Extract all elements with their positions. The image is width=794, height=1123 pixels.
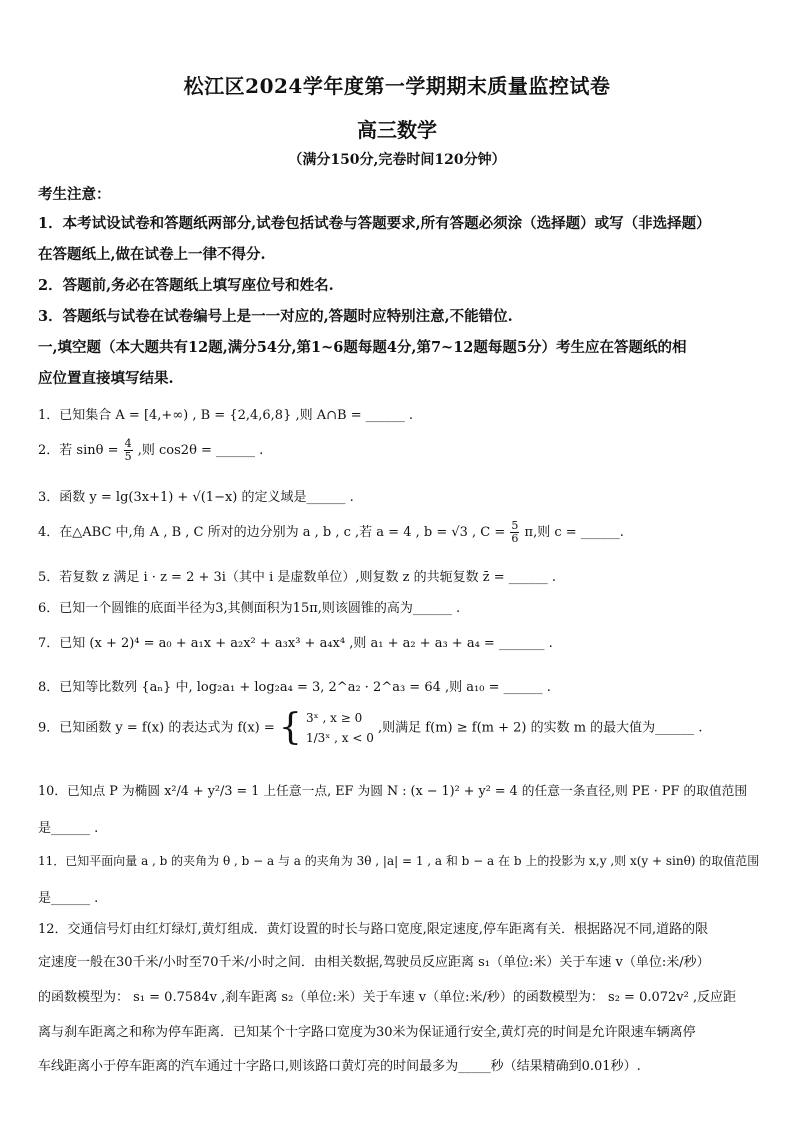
notice-heading: 考生注意： <box>38 186 111 203</box>
notice-item-2: 2．答题前,务必在答题纸上填写座位号和姓名. <box>38 277 334 294</box>
question-12-line4: 离与刹车距离之和称为停车距离．已知某个十字路口宽度为30米为保证通行安全,黄灯亮的时间是允许限速车辆离停 <box>38 1025 696 1040</box>
question-12-line2: 定速度一般在30千米/小时至70千米/小时之间．由相关数据,驾驶员反应距离 s₁（单位:米）关于车速 v（单位:米/秒） <box>38 955 710 970</box>
question-12-line1: 12．交通信号灯由红灯绿灯,黄灯组成．黄灯设置的时长与路口宽度,限定速度,停车距离有关．根据路况不同,道路的限 <box>38 922 709 937</box>
exam-score-time: （满分150分,完卷时间120分钟） <box>288 152 506 168</box>
question-11-line1: 11．已知平面向量 a , b 的夹角为 θ , b − a 与 a 的夹角为 3θ , |a| = 1 , a 和 b − a 在 b 上的投影为 x,y ,则 x(y + sinθ) 的取值范围 <box>38 854 760 868</box>
question-8: 8．已知等比数列 {aₙ} 中, log₂a₁ + log₂a₄ = 3, 2^a₂ · 2^a₃ = 64 ,则 a₁₀ = ______ . <box>38 680 551 695</box>
question-4-numerator: 5 <box>511 519 519 532</box>
question-9-case-2: 1/3ˣ , x < 0 <box>305 731 374 745</box>
question-4-denominator: 6 <box>511 532 519 545</box>
question-2-denominator: 5 <box>124 450 132 463</box>
question-2-numerator: 4 <box>124 437 132 450</box>
question-6: 6．已知一个圆锥的底面半径为3,其侧面积为15π,则该圆锥的高为______ . <box>38 601 461 616</box>
question-9-text-post: ,则满足 f(m) ≥ f(m + 2) 的实数 m 的最大值为______ . <box>378 720 703 736</box>
notice-item-1-line1: 1．本考试设试卷和答题纸两部分,试卷包括试卷与答题要求,所有答题必须涂（选择题）或写（非选择题） <box>38 215 711 232</box>
notice-item-3: 3．答题纸与试卷在试卷编号上是一一对应的,答题时应特别注意,不能错位. <box>38 308 513 325</box>
exam-subject: 高三数学 <box>357 118 437 142</box>
question-4-text-post: π,则 c = ______. <box>524 525 624 540</box>
question-4 <box>38 520 760 545</box>
question-4-fraction <box>510 520 519 545</box>
question-4-text-pre: 4．在△ABC 中,角 A , B , C 所对的边分别为 a , b , c ,若 a = 4 , b = √3 , C = <box>38 525 506 540</box>
section-1-instructions-line1: 一,填空题（本大题共有12题,满分54分,第1~6题每题4分,第7~12题每题5分）考生应在答题纸的相 <box>38 339 687 356</box>
question-9-text-pre: 9．已知函数 y = f(x) 的表达式为 f(x) = <box>38 720 275 736</box>
section-1-instructions-line2: 应位置直接填写结果. <box>38 370 174 387</box>
question-2 <box>38 438 760 463</box>
question-7: 7．已知 (x + 2)⁴ = a₀ + a₁x + a₂x² + a₃x³ + a₄x⁴ ,则 a₁ + a₂ + a₃ + a₄ = _______ . <box>38 636 553 651</box>
question-3: 3．函数 y = lg(3x+1) + √(1−x) 的定义域是______ . <box>38 490 354 505</box>
question-12-line3: 的函数模型为： s₁ = 0.7584v ,刹车距离 s₂（单位:米）关于车速 v（单位:米/秒）的函数模型为： s₂ = 0.072v² ,反应距 <box>38 990 737 1005</box>
question-10-line1: 10．已知点 P 为椭圆 x²/4 + y²/3 = 1 上任意一点, EF 为圆 N : (x − 1)² + y² = 4 的任意一条直径,则 PE · PF 的取值范围 <box>38 784 748 799</box>
question-1: 1．已知集合 A = [4,+∞) , B = {2,4,6,8} ,则 A∩B = ______ . <box>38 408 414 423</box>
question-12-line5: 车线距离小于停车距离的汽车通过十字路口,则该路口黄灯亮的时间最多为_____秒（结果精确到0.01秒）. <box>38 1059 641 1074</box>
question-2-fraction <box>124 438 133 463</box>
question-9-case-1: 3ˣ , x ≥ 0 <box>305 711 363 725</box>
exam-title: 松江区2024学年度第一学期期末质量监控试卷 <box>183 74 611 98</box>
notice-item-1-line2: 在答题纸上,做在试卷上一律不得分. <box>38 246 266 263</box>
question-2-text-post: ,则 cos2θ = ______ . <box>137 443 264 458</box>
question-2-text-pre: 2．若 sinθ = <box>38 443 119 458</box>
piecewise-brace: { <box>278 707 302 748</box>
question-9 <box>38 708 760 748</box>
question-10-line2: 是______ . <box>38 821 99 836</box>
piecewise-cases <box>306 708 374 748</box>
question-5: 5．若复数 z 满足 i · z = 2 + 3i（其中 i 是虚数单位）,则复数 z 的共轭复数 z̄ = ______ . <box>38 570 557 585</box>
question-11-line2: 是______ . <box>38 891 99 906</box>
